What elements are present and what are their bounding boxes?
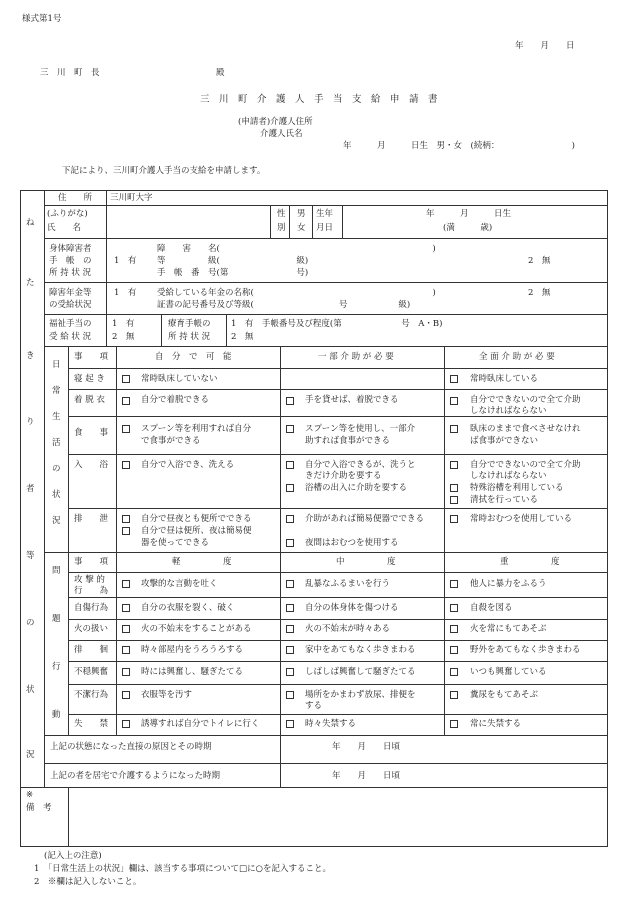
checkbox[interactable]	[450, 625, 458, 633]
checkbox[interactable]	[122, 375, 130, 383]
problem-item: 自傷行為	[74, 603, 109, 613]
checkbox[interactable]	[122, 461, 130, 469]
checkbox[interactable]	[450, 425, 458, 433]
checkbox[interactable]	[450, 691, 458, 699]
problem-item: 不穏興奮	[74, 667, 109, 677]
checkbox[interactable]	[122, 580, 130, 588]
checkbox[interactable]	[450, 720, 458, 728]
checkbox[interactable]	[286, 484, 294, 492]
problem-mid-option: 家中をあてもなく歩きまわる	[305, 645, 416, 655]
sex-option-male[interactable]: 男	[297, 209, 306, 219]
problem-severe-option: いつも興奮している	[470, 667, 547, 677]
page-title: 三 川 町 介 護 人 手 当 支 給 申 請 書	[200, 94, 438, 105]
problem-side-label: 行	[52, 662, 61, 672]
welfare-no[interactable]: 2 無	[112, 332, 135, 342]
problem-mid-option: 乱暴なふるまいを行う	[305, 579, 391, 589]
daily-header-self: 自 分 で 可 能	[155, 352, 232, 362]
daily-partial-option: 夜間はおむつを使用する	[305, 538, 399, 548]
daily-full-option: しなければならない	[470, 471, 547, 481]
note-1: 1 「日常生活上の状況」欄は、該当する事項について□に○を記入すること。	[34, 864, 331, 874]
pension-name-line[interactable]: 受給している年金の名称( )	[157, 288, 436, 298]
problem-mild-option: 火の不始末をすることがある	[141, 624, 252, 634]
addressee-town: 三 川 町 長	[40, 68, 100, 78]
problem-mid-option: する	[305, 701, 323, 711]
daily-full-option: 常時臥床している	[470, 374, 539, 384]
disability-name-line[interactable]: 障 害 名( )	[157, 244, 436, 254]
daily-life-side-label: の	[52, 464, 61, 474]
daily-header-full: 全 面 介 助 が 必 要	[479, 352, 555, 362]
checkbox[interactable]	[122, 425, 130, 433]
daily-full-option: 特殊浴槽を利用している	[470, 483, 564, 493]
daily-full-option: 清拭を行っている	[470, 495, 539, 505]
ryoiku-label: 療育手帳の	[168, 319, 211, 329]
checkbox[interactable]	[450, 461, 458, 469]
checkbox[interactable]	[450, 515, 458, 523]
checkbox[interactable]	[286, 668, 294, 676]
checkbox[interactable]	[286, 691, 294, 699]
applicant-address-label: (申請者)介護人住所	[238, 117, 313, 127]
vertical-char: ね	[26, 218, 35, 228]
welfare-label: 福祉手当の	[49, 319, 92, 329]
checkbox[interactable]	[450, 580, 458, 588]
daily-full-option: 臥床のままで食べさせなけれ	[470, 424, 581, 434]
ryoiku-label: 所 持 状 況	[168, 332, 211, 342]
daily-full-option: 常時おむつを使用している	[470, 514, 573, 524]
application-date[interactable]: 年 月 日	[515, 41, 575, 51]
applicant-birth-line[interactable]: 年 月 日生 男・女 (続柄： )	[343, 141, 575, 151]
age-value[interactable]: (満 歳)	[443, 223, 493, 233]
welfare-label: 受 給 状 況	[49, 332, 92, 342]
checkbox[interactable]	[450, 668, 458, 676]
daily-life-side-label: 生	[52, 412, 61, 422]
birth-label: 生年	[316, 209, 334, 219]
checkbox[interactable]	[122, 397, 130, 405]
checkbox[interactable]	[450, 496, 458, 504]
checkbox[interactable]	[286, 720, 294, 728]
pension-cert-line[interactable]: 証書の記号番号及び等級( 号 級)	[157, 300, 411, 310]
daily-life-side-label: 況	[52, 516, 61, 526]
vertical-char: き	[26, 351, 35, 361]
problem-severe-option: 糞尿をもてあそぶ	[470, 690, 539, 700]
daily-self-option: スプーン等を利用すれば自分	[141, 424, 252, 434]
daily-partial-option: 浴槽の出入に介助を要する	[305, 483, 408, 493]
daily-item: 入 浴	[74, 460, 109, 470]
daily-partial-option: 自分で入浴できるが、洗うと	[305, 460, 416, 470]
daily-full-option: しなければならない	[470, 406, 547, 416]
pension-label: の受給状況	[49, 300, 92, 310]
checkbox[interactable]	[286, 580, 294, 588]
problem-mid-option: 場所をかまわず放尿、排便を	[305, 690, 416, 700]
sex-label: 別	[277, 223, 286, 233]
remarks-label: 備 考	[26, 803, 52, 813]
daily-item: 寝 起 き	[74, 374, 105, 384]
problem-header-mild: 軽 度	[172, 557, 232, 567]
daily-partial-option: スプーン等を使用し、一部介	[305, 424, 416, 434]
checkbox[interactable]	[286, 515, 294, 523]
checkbox[interactable]	[450, 604, 458, 612]
daily-item: 排 泄	[74, 514, 109, 524]
checkbox[interactable]	[450, 484, 458, 492]
problem-severe-option: 野外をあてもなく歩きまわる	[470, 645, 581, 655]
checkbox[interactable]	[286, 646, 294, 654]
daily-self-option: 自分で昼は便所、夜は簡易便	[141, 526, 252, 536]
daily-life-side-label: 常	[52, 386, 61, 396]
addressee-suffix: 殿	[216, 68, 225, 78]
address-label: 住 所	[58, 193, 93, 203]
problem-item: 徘 徊	[74, 645, 109, 655]
cause-label: 上記の状態になった直接の原因とその時期	[50, 742, 212, 752]
daily-full-option: ば食事ができない	[470, 436, 539, 446]
checkbox[interactable]	[122, 604, 130, 612]
disability-yes[interactable]: 1 有	[114, 256, 137, 266]
daily-life-side-label: 状	[52, 490, 61, 500]
problem-mid-option: 時々失禁する	[305, 719, 357, 729]
checkbox[interactable]	[122, 668, 130, 676]
checkbox[interactable]	[122, 515, 130, 523]
problem-severe-option: 火を常にもてあそぶ	[470, 624, 547, 634]
disability-no[interactable]: 2 無	[528, 256, 551, 266]
vertical-char: り	[26, 417, 35, 427]
ryoiku-no[interactable]: 2 無	[231, 332, 254, 342]
disability-number-line[interactable]: 手 帳 番 号(第 号)	[157, 268, 309, 278]
daily-header-item: 事 項	[74, 352, 109, 362]
problem-mid-option: 自分の体身体を傷つける	[305, 603, 399, 613]
checkbox[interactable]	[286, 461, 294, 469]
sex-label: 性	[277, 209, 286, 219]
problem-side-label: 題	[52, 614, 61, 624]
furigana-label: (ふりがな)	[47, 209, 88, 219]
pension-no[interactable]: 2 無	[528, 288, 551, 298]
problem-mild-option: 時々部屋内をうろうろする	[141, 645, 244, 655]
problem-side-label: 問	[52, 566, 61, 576]
checkbox[interactable]	[286, 625, 294, 633]
address-value[interactable]: 三川町大字	[110, 193, 153, 203]
problem-mild-option: 時には興奮し、騒ぎたてる	[141, 667, 244, 677]
problem-header-mid: 中 度	[336, 557, 396, 567]
remarks-field[interactable]	[72, 792, 602, 842]
disability-label: 所 持 状 況	[49, 268, 92, 278]
problem-mid-option: 火の不始末が時々ある	[305, 624, 391, 634]
problem-side-label: 動	[52, 710, 61, 720]
problem-severe-option: 他人に暴力をふるう	[470, 579, 547, 589]
birth-value[interactable]: 年 月 日生	[426, 209, 512, 219]
daily-partial-option: 助すれば食事ができる	[305, 436, 391, 446]
checkbox[interactable]	[122, 720, 130, 728]
problem-mild-option: 誘導すれば自分でトイレに行く	[141, 719, 260, 729]
checkbox[interactable]	[122, 625, 130, 633]
pension-yes[interactable]: 1 有	[114, 288, 137, 298]
daily-self-option: 器を使ってできる	[141, 538, 210, 548]
daily-self-option: 自分で昼夜とも便所でできる	[141, 514, 252, 524]
problem-mild-option: 攻撃的な言動を吐く	[141, 579, 218, 589]
problem-item: 火の扱い	[74, 624, 109, 634]
vertical-char: の	[26, 618, 35, 628]
daily-full-option: 自分でできないので全て介助	[470, 395, 581, 405]
vertical-char: た	[26, 278, 35, 288]
problem-item: 不潔行為	[74, 690, 109, 700]
problem-severe-option: 自殺を図る	[470, 603, 513, 613]
checkbox[interactable]	[122, 646, 130, 654]
vertical-char: 等	[26, 551, 35, 561]
problem-mild-option: 自分の衣服を裂く、破く	[141, 603, 235, 613]
checkbox[interactable]	[286, 539, 294, 547]
daily-self-option: で食事ができる	[141, 436, 201, 446]
daily-header-partial: 一 部 介 助 が 必 要	[318, 352, 394, 362]
daily-partial-option: 手を貸せば、着脱できる	[305, 395, 399, 405]
checkbox[interactable]	[450, 397, 458, 405]
checkbox[interactable]	[286, 604, 294, 612]
vertical-char: 者	[26, 484, 35, 494]
sex-option-female[interactable]: 女	[297, 223, 306, 233]
home-care-date[interactable]: 年 月 日頃	[332, 771, 401, 781]
daily-self-option: 常時臥床していない	[141, 374, 218, 384]
problem-mid-option: しばしば興奮して騒ぎたてる	[305, 667, 416, 677]
form-number: 様式第1号	[22, 14, 62, 24]
checkbox[interactable]	[286, 425, 294, 433]
remarks-mark: ※	[26, 790, 34, 800]
daily-item: 食 事	[74, 428, 109, 438]
welfare-yes[interactable]: 1 有	[112, 319, 135, 329]
daily-self-option: 自分で着脱できる	[141, 395, 210, 405]
daily-partial-option: 介助があれば簡易便器でできる	[305, 514, 425, 524]
daily-item: 着 脱 衣	[74, 395, 105, 405]
notes-title: (記入上の注意)	[44, 851, 102, 861]
daily-life-side-label: 活	[52, 438, 61, 448]
problem-item: 攻 撃 的	[74, 575, 105, 585]
daily-self-option: 自分で入浴でき、洗える	[141, 460, 235, 470]
problem-item: 失 禁	[74, 719, 109, 729]
daily-full-option: 自分でできないので全て介助	[470, 460, 581, 470]
applicant-name-label: 介護人氏名	[260, 129, 303, 139]
checkbox[interactable]	[122, 527, 130, 535]
problem-header-item: 事 項	[74, 557, 109, 567]
intro-text: 下記により、三川町介護人手当の支給を申請します。	[62, 166, 266, 176]
checkbox[interactable]	[122, 691, 130, 699]
daily-life-side-label: 日	[52, 360, 61, 370]
name-label: 氏 名	[47, 223, 82, 233]
disability-label: 身体障害者	[49, 244, 92, 254]
checkbox[interactable]	[286, 397, 294, 405]
vertical-char: 状	[26, 685, 35, 695]
disability-grade-line[interactable]: 等 級( 級)	[157, 256, 309, 266]
home-care-label: 上記の者を居宅で介護するようになった時期	[50, 771, 221, 781]
cause-date[interactable]: 年 月 日頃	[332, 742, 401, 752]
checkbox[interactable]	[450, 375, 458, 383]
problem-mild-option: 衣服等を汚す	[141, 690, 193, 700]
problem-severe-option: 常に失禁する	[470, 719, 522, 729]
disability-label: 手 帳 の	[49, 256, 92, 266]
problem-item: 行 為	[74, 586, 109, 596]
problem-header-severe: 重 度	[500, 557, 560, 567]
ryoiku-yes[interactable]: 1 有 手帳番号及び程度(第 号 A・B)	[231, 319, 443, 329]
checkbox[interactable]	[450, 646, 458, 654]
daily-partial-option: きだけ介助を要する	[305, 471, 382, 481]
pension-label: 障害年金等	[49, 288, 92, 298]
birth-label: 月日	[316, 223, 334, 233]
note-2: 2 ※欄は記入しないこと。	[34, 877, 142, 887]
vertical-char: 況	[26, 750, 35, 760]
